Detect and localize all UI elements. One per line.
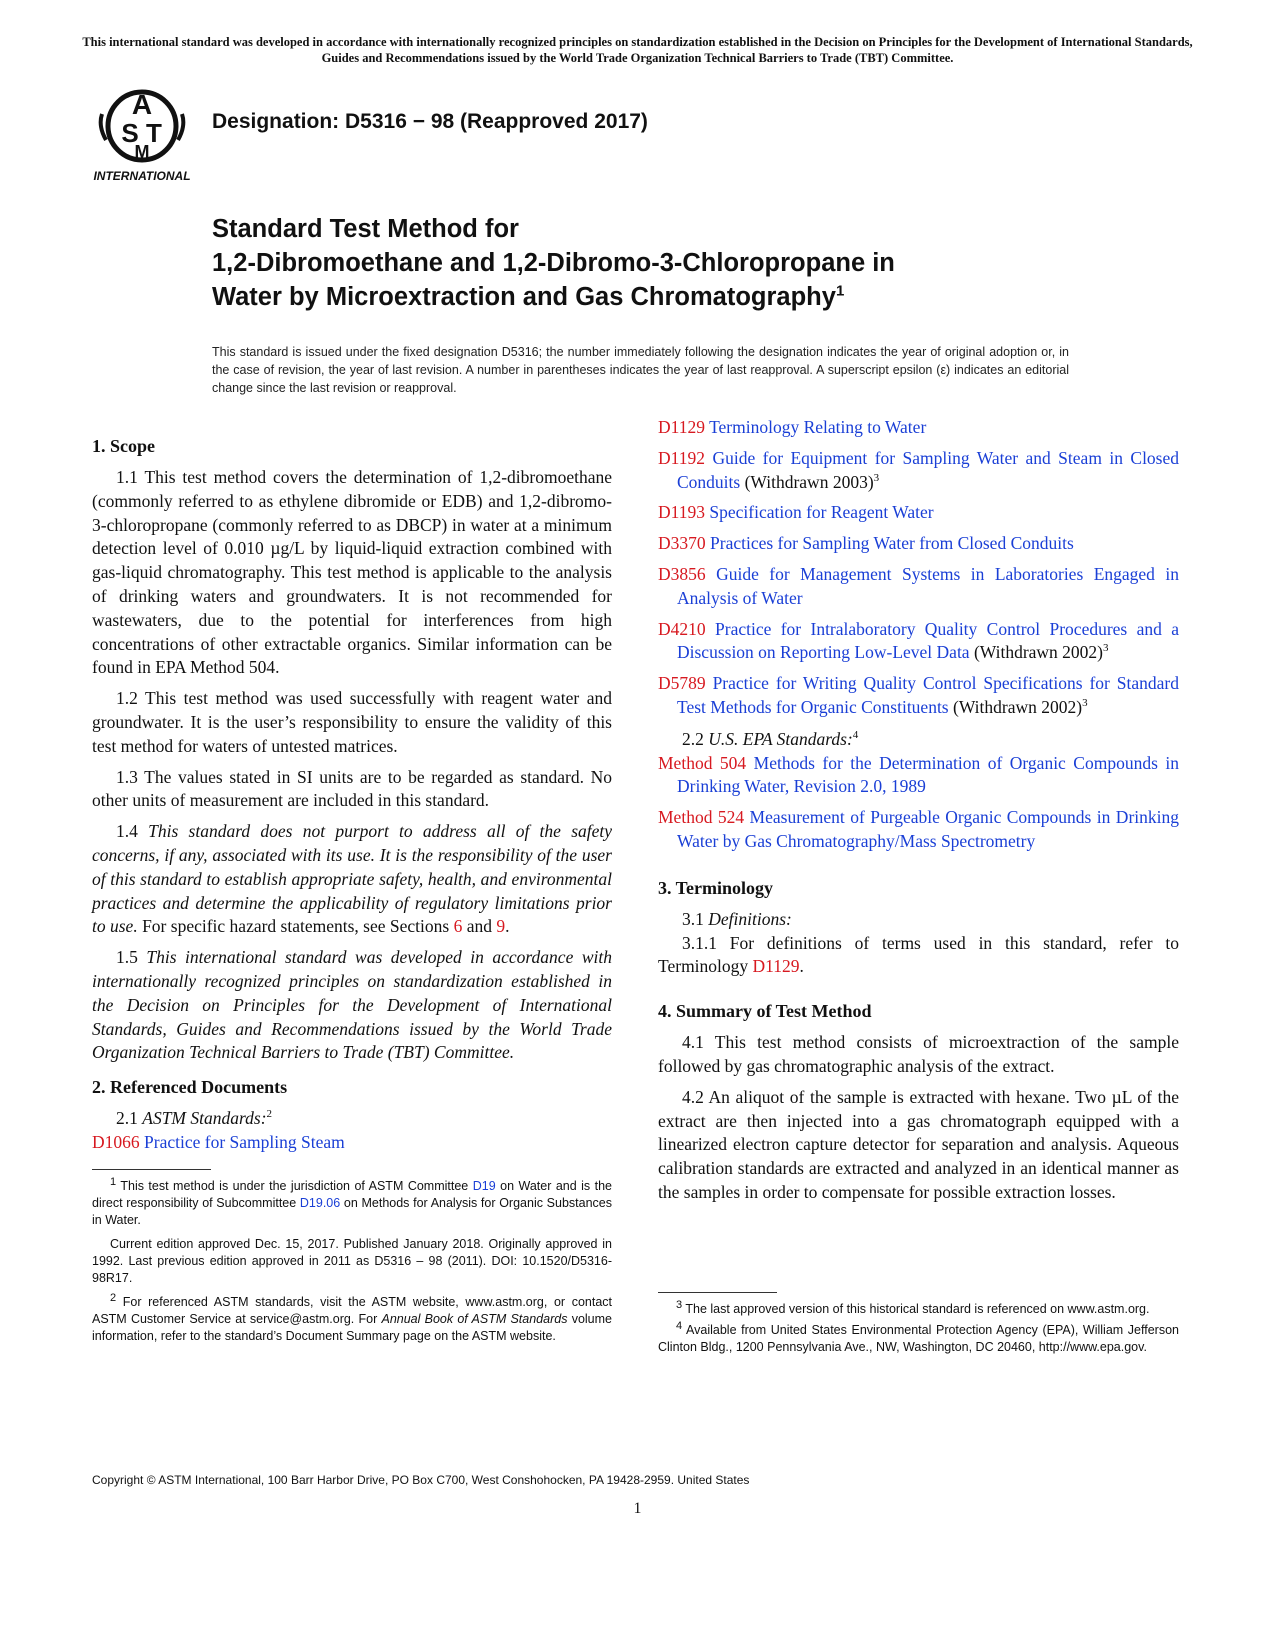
para-1-3: 1.3 The values stated in SI units are to be regarded as standard. No other units of measurement are included in this standard. bbox=[92, 766, 612, 811]
right-column bbox=[658, 416, 1179, 1212]
footnote-3 bbox=[658, 1298, 1179, 1318]
footnote-3-text: The last approved version of this historical standard is referenced on www.astm.org. bbox=[685, 1302, 1150, 1316]
astm-ref-footnote-mark: 3 bbox=[873, 471, 880, 484]
footnote-3-mark: 3 bbox=[676, 1298, 683, 1311]
astm-ref-withdrawn: (Withdrawn 2002) bbox=[969, 642, 1104, 663]
page-number: 1 bbox=[633, 1500, 642, 1517]
para-2-1-label: ASTM Standards: bbox=[142, 1108, 267, 1129]
right-footnotes bbox=[658, 1292, 1179, 1360]
para-3-1 bbox=[658, 908, 1179, 932]
para-1-2: 1.2 This test method was used successfully with reagent water and groundwater. It is the user’s responsibility to ensure the validity of this test method for waters of untested matrices. bbox=[92, 688, 612, 756]
epa-ref-title[interactable]: Measurement of Purgeable Organic Compounds in Drinking Water by Gas Chromatography/Mass Spectrometry bbox=[677, 807, 1179, 851]
epa-standards-list bbox=[658, 752, 1179, 854]
astm-logo-icon bbox=[88, 84, 196, 184]
issued-note: This standard is issued under the fixed designation D5316; the number immediately following the designation indicates the year of original adoption or, in the case of revision, the year of last revision. A number in parentheses indicates the year of last reapproval. A superscript epsilon (ε) indicates an editorial change since the last revision or reapproval. bbox=[212, 345, 1069, 395]
section-2-heading: 2. Referenced Documents bbox=[92, 1077, 288, 1098]
section-4-heading: 4. Summary of Test Method bbox=[658, 1001, 872, 1022]
astm-ref-item[interactable] bbox=[658, 447, 1179, 495]
astm-ref-item[interactable] bbox=[658, 416, 1179, 440]
ref-d1066[interactable] bbox=[92, 1131, 612, 1155]
section-1-heading: 1. Scope bbox=[92, 436, 155, 456]
subcommittee-d1906-link[interactable]: D19.06 bbox=[299, 1195, 341, 1210]
svg-text:S: S bbox=[121, 118, 139, 148]
para-1-4 bbox=[92, 820, 612, 939]
title-line-1: Standard Test Method for bbox=[212, 215, 519, 243]
astm-ref-withdrawn: (Withdrawn 2002) bbox=[948, 696, 1083, 717]
para-1-5-italic: This international standard was developed in accordance with internationally recognized principles on standardization established in the Decision on Principles for the Development of International Standards, Guides and Recommendations issued by the World Trade Organization Technical Barriers to Trade (TBT) Committee. bbox=[92, 947, 613, 1063]
designation: Designation: D5316 − 98 (Reapproved 2017) bbox=[212, 110, 648, 133]
footnote-1-a: This test method is under the jurisdiction of ASTM Committee bbox=[120, 1178, 469, 1193]
footnote-1 bbox=[92, 1175, 612, 1229]
epa-ref-code[interactable]: Method 524 bbox=[658, 807, 745, 828]
astm-ref-title[interactable]: Guide for Management Systems in Laboratories Engaged in Analysis of Water bbox=[677, 563, 1179, 608]
para-3-1-label: Definitions: bbox=[708, 908, 792, 929]
para-2-1-num: 2.1 bbox=[116, 1108, 138, 1129]
para-2-2-mark: 4 bbox=[852, 728, 859, 741]
astm-ref-footnote-mark: 3 bbox=[1082, 697, 1088, 710]
astm-ref-code[interactable]: D4210 bbox=[658, 618, 706, 639]
section-6-link[interactable]: 6 bbox=[453, 916, 463, 937]
ref-d1066-title[interactable]: Practice for Sampling Steam bbox=[144, 1131, 345, 1152]
astm-ref-item[interactable] bbox=[658, 563, 1179, 611]
para-2-2 bbox=[658, 728, 1179, 752]
footnote-1-c: on Methods for Analysis for Organic Substances in Water. bbox=[92, 1195, 612, 1227]
svg-text:M: M bbox=[134, 142, 150, 162]
astm-ref-footnote-mark: 3 bbox=[1103, 642, 1109, 655]
footnote-2-a: For referenced ASTM standards, visit the ASTM website, www.astm.org, or contact ASTM Customer Service at service@astm.org. For bbox=[92, 1294, 612, 1326]
svg-text:A: A bbox=[131, 89, 153, 120]
footnote-rule-left bbox=[92, 1169, 211, 1170]
astm-ref-code[interactable]: D1193 bbox=[658, 502, 705, 523]
para-1-5-num: 1.5 bbox=[116, 947, 138, 968]
para-1-5 bbox=[92, 946, 612, 1065]
para-1-4-num: 1.4 bbox=[116, 821, 138, 842]
svg-text:T: T bbox=[146, 118, 162, 148]
astm-ref-code[interactable]: D3856 bbox=[658, 563, 706, 584]
astm-ref-item[interactable] bbox=[658, 618, 1179, 666]
committee-d19-link[interactable]: D19 bbox=[472, 1178, 496, 1193]
para-4-2: 4.2 An aliquot of the sample is extracted with hexane. Two µL of the extract are then injected into a gas chromatograph equipped with a linearized electron capture detector for separation and analysis. Aqueous calibration standards are extracted and analyzed in an identical manner as the samples in order to compensate for possible extraction losses. bbox=[658, 1086, 1179, 1202]
title-line-2: 1,2-Dibromoethane and 1,2-Dibromo-3-Chloropropane in bbox=[212, 249, 895, 277]
para-3-1-1 bbox=[658, 932, 1179, 980]
astm-ref-item[interactable] bbox=[658, 532, 1179, 556]
astm-ref-title[interactable]: Terminology Relating to Water bbox=[709, 417, 927, 437]
svg-text:INTERNATIONAL: INTERNATIONAL bbox=[93, 169, 191, 183]
astm-ref-code[interactable]: D3370 bbox=[658, 533, 706, 554]
astm-ref-code[interactable]: D1129 bbox=[658, 417, 705, 437]
astm-ref-item[interactable] bbox=[658, 672, 1179, 720]
astm-ref-code[interactable]: D5789 bbox=[658, 673, 706, 694]
para-1-4-italic: This standard does not purport to address all of the safety concerns, if any, associated with its use. It is the responsibility of the user of this standard to establish appropriate safety, health, and environmental practices and determine the applicability of regulatory limitations prior to use. bbox=[92, 821, 613, 937]
astm-ref-title[interactable]: Practice for Intralaboratory Quality Control Procedures and a Discussion on Reporting Low-Level Data bbox=[677, 618, 1180, 663]
astm-ref-code[interactable]: D1192 bbox=[658, 447, 705, 468]
footnote-2 bbox=[92, 1291, 612, 1345]
para-4-1: 4.1 This test method consists of microextraction of the sample followed by gas chromatographic analysis of the extract. bbox=[658, 1032, 1179, 1076]
footnote-2-mark: 2 bbox=[110, 1291, 117, 1304]
astm-ref-title[interactable]: Guide for Equipment for Sampling Water and Steam in Closed Conduits bbox=[677, 447, 1180, 492]
para-1-4-end: . bbox=[505, 916, 510, 937]
tbt-notice: This international standard was developed in accordance with internationally recognized principles on standardization established in the Decision on Principles for the Development of International Standards, Guides and Recommendations issued by the World Trade Organization Technical Barriers to Trade (TBT) Committee. bbox=[82, 35, 1193, 65]
footnote-1-b: on Water and is the direct responsibility of Subcommittee bbox=[92, 1178, 612, 1210]
epa-ref-item[interactable] bbox=[658, 806, 1179, 854]
footnote-2-b: volume information, refer to the standard’s Document Summary page on the ASTM website. bbox=[92, 1311, 612, 1343]
para-3-1-1-text: 3.1.1 For definitions of terms used in this standard, refer to Terminology bbox=[658, 932, 1179, 977]
footnote-4 bbox=[658, 1319, 1179, 1356]
para-2-2-num: 2.2 bbox=[682, 728, 704, 749]
footnote-2-italic: Annual Book of ASTM Standards bbox=[381, 1311, 568, 1326]
footnote-rule-right bbox=[658, 1292, 777, 1293]
title-line-3 bbox=[212, 280, 1112, 314]
para-2-1 bbox=[92, 1107, 612, 1131]
para-2-1-mark: 2 bbox=[266, 1108, 273, 1121]
para-1-4-and: and bbox=[466, 916, 492, 937]
footnote-4-text: Available from United States Environmental Protection Agency (EPA), William Jefferson Clinton Bldg., 1200 Pennsylvania Ave., NW, Washington, DC 20460, http://www.epa.gov. bbox=[658, 1323, 1179, 1354]
astm-ref-item[interactable] bbox=[658, 501, 1179, 525]
document-title bbox=[212, 212, 1112, 314]
footnote-4-mark: 4 bbox=[676, 1319, 683, 1332]
section-9-link[interactable]: 9 bbox=[496, 916, 506, 937]
astm-ref-withdrawn: (Withdrawn 2003) bbox=[740, 471, 874, 492]
title-line-3-text: Water by Microextraction and Gas Chromatography bbox=[212, 283, 836, 311]
para-1-4-tail: For specific hazard statements, see Sections bbox=[142, 916, 450, 937]
terminology-d1129-link[interactable]: D1129 bbox=[752, 956, 800, 977]
para-1-1: 1.1 This test method covers the determination of 1,2-dibromoethane (commonly referred to as ethylene dibromide or EDB) and 1,2-dibromo-3-chloropropane (commonly referred to as DBCP) in water at a minimum detection level of 0.010 µg/L by liquid-liquid extraction combined with gas-liquid chromatography. This test method is applicable to the analysis of drinking waters and groundwaters. It is not recommended for wastewaters, due to the potential for interferences from high concentrations of other extractable organics. Similar information can be found in EPA Method 504. bbox=[92, 467, 612, 678]
ref-d1066-code[interactable]: D1066 bbox=[92, 1131, 140, 1152]
astm-ref-title[interactable]: Practices for Sampling Water from Closed Conduits bbox=[710, 533, 1074, 554]
epa-ref-title[interactable]: Methods for the Determination of Organic Compounds in Drinking Water, Revision 2.0, 1989 bbox=[677, 752, 1179, 797]
referenced-documents-list bbox=[658, 416, 1179, 720]
para-3-1-num: 3.1 bbox=[682, 908, 704, 929]
title-footnote-mark: 1 bbox=[835, 282, 845, 300]
copyright-notice: Copyright © ASTM International, 100 Barr Harbor Drive, PO Box C700, West Conshohocken, PA 19428-2959. United States bbox=[92, 1473, 750, 1487]
epa-ref-item[interactable] bbox=[658, 752, 1179, 800]
section-3-heading: 3. Terminology bbox=[658, 877, 774, 898]
astm-ref-title[interactable]: Practice for Writing Quality Control Specifications for Standard Test Methods for Organic Constituents bbox=[677, 673, 1180, 717]
astm-ref-title[interactable]: Specification for Reagent Water bbox=[709, 502, 934, 523]
footnote-1-mark: 1 bbox=[110, 1175, 117, 1188]
para-2-2-label: U.S. EPA Standards: bbox=[708, 728, 853, 749]
epa-ref-code[interactable]: Method 504 bbox=[658, 752, 747, 773]
left-column bbox=[92, 434, 612, 1352]
para-3-1-1-end: . bbox=[799, 956, 804, 977]
footnote-1-edition: Current edition approved Dec. 15, 2017. Published January 2018. Originally approved in 1992. Last previous edition approved in 2011 as D5316 – 98 (2011). DOI: 10.1520/D5316-98R17. bbox=[92, 1236, 612, 1285]
